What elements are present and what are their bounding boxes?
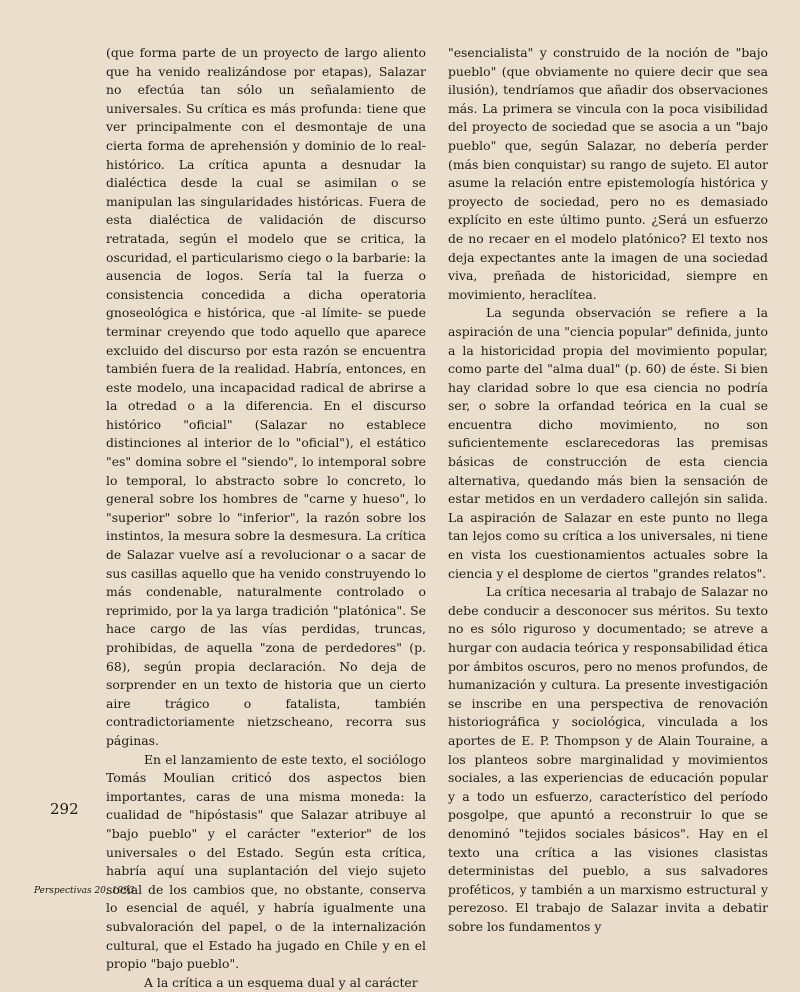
- right-paragraph-1: "esencialista" y construido de la noción de "bajo pueblo" (que obviamente no quiere decir que sea ilusión), tendríamos que añadir dos observaciones más. La primera se vincula con la poca visibilidad del proyecto de sociedad que se asocia a un "bajo pueblo" que, según Salazar, no debería perder (más bien conquistar) su rango de sujeto. El autor asume la relación entre epistemología histórica y proyecto de sociedad, pero no es demasiado explícito en este último punto. ¿Será un esfuerzo de no recaer en el modelo platónico? El texto nos deja expectantes ante la imagen de una sociedad viva, preñada de historicidad, siempre en movimiento, heraclítea.: [448, 45, 768, 302]
- page-number: 292: [50, 800, 79, 818]
- right-paragraph-3: La crítica necesaria al trabajo de Salazar no debe conducir a desconocer sus méritos. Su texto no es sólo riguroso y documentado; se atreve a hurgar con audacia teórica y responsabilidad ética por ámbitos oscuros, pero no menos profundos, de humanización y cultura. La presente investigación se inscribe en una perspectiva de renovación historiográfica y sociológica, vinculada a los aportes de E. P. Thompson y de Alain Touraine, a los planteos sobre marginalidad y movimientos sociales, a las experiencias de educación popular y a todo un esfuerzo, característico del período posgolpe, que apuntó a reconstruir lo que se denominó "tejidos sociales básicos". Hay en el texto una crítica a las visiones clasistas deterministas del pueblo, a sus salvadores proféticos, y también a un marxismo estructural y perezoso. El trabajo de Salazar invita a debatir sobre los fundamentos y: [448, 584, 768, 934]
- left-paragraph-2: En el lanzamiento de este texto, el sociólogo Tomás Moulian criticó dos aspectos bien importantes, caras de una misma moneda: la cualidad de "hipóstasis" que Salazar atribuye al "bajo pueblo" y el carácter "exterior" de los universales o del Estado. Según esta crítica, habría aquí una suplantación del viejo sujeto social de los cambios que, no obstante, conserva lo esencial de aquél, y habría igualmente una subvaloración del papel, o de la internalización cultural, que el Estado ha jugado en Chile y en el propio "bajo pueblo".: [106, 751, 426, 972]
- right-text-column: [448, 44, 768, 937]
- right-paragraph-2: La segunda observación se refiere a la aspiración de una "ciencia popular" definida, junto a la historicidad propia del movimiento popular, como parte del "alma dual" (p. 60) de éste. Si bien hay claridad sobre lo que esa ciencia no podría ser, o sobre la orfandad teórica en la cual se encuentra dicho movimiento, no son suficientemente esclarecedoras las premisas básicas de construcción de esta ciencia alternativa, quedando más bien la sensación de estar metidos en un verdadero callejón sin salida. La aspiración de Salazar en este punto no llega tan lejos como su crítica a los universales, ni tiene en vista los cuestionamientos actuales sobre la ciencia y el desplome de ciertos "grandes relatos".: [448, 305, 768, 581]
- footer-citation: Perspectivas 20, 1993: [34, 886, 135, 896]
- left-paragraph-1: (que forma parte de un proyecto de largo aliento que ha venido realizándose por etapas), Salazar no efectúa tan sólo un señalamiento de universales. Su crítica es más profunda: tiene que ver principalmente con el desmontaje de una cierta forma de aprehensión y dominio de lo real-histórico. La crítica apunta a desnudar la dialéctica desde la cual se asimilan o se manipulan las singularidades históricas. Fuera de esta dialéctica de validación de discurso retratada, según el modelo que se critica, la oscuridad, el particularismo ciego o la barbarie: la ausencia de logos. Sería tal la fuerza o consistencia concedida a dicha operatoria gnoseológica e histórica, que -al límite- se puede terminar creyendo que todo aquello que aparece excluido del discurso por esta razón se encuentra también fuera de la realidad. Habría, entonces, en este modelo, una incapacidad radical de abrirse a la otredad o a la diferencia. En el discurso histórico "oficial" (Salazar no establece distinciones al interior de lo "oficial"), el estático "es" domina sobre el "siendo", lo intemporal sobre lo temporal, lo abstracto sobre lo concreto, lo general sobre los hombres de "carne y hueso", lo "superior" sobre lo "inferior", la razón sobre los instintos, la mesura sobre la desmesura. La crítica de Salazar vuelve así a revolucionar o a sacar de sus casillas aquello que ha venido construyendo lo más condenable, naturalmente controlado o reprimido, por la ya larga tradición "platónica". Se hace cargo de las vías perdidas, truncas, prohibidas, de aquella "zona de perdedores" (p. 68), según propia declaración. No deja de sorprender en un texto de historia que un cierto aire trágico o fatalista, también contradictoriamente nietzscheano, recorra sus páginas.: [106, 45, 426, 748]
- left-text-column: [106, 44, 426, 992]
- left-paragraph-3: A la crítica a un esquema dual y al carácter: [144, 974, 418, 990]
